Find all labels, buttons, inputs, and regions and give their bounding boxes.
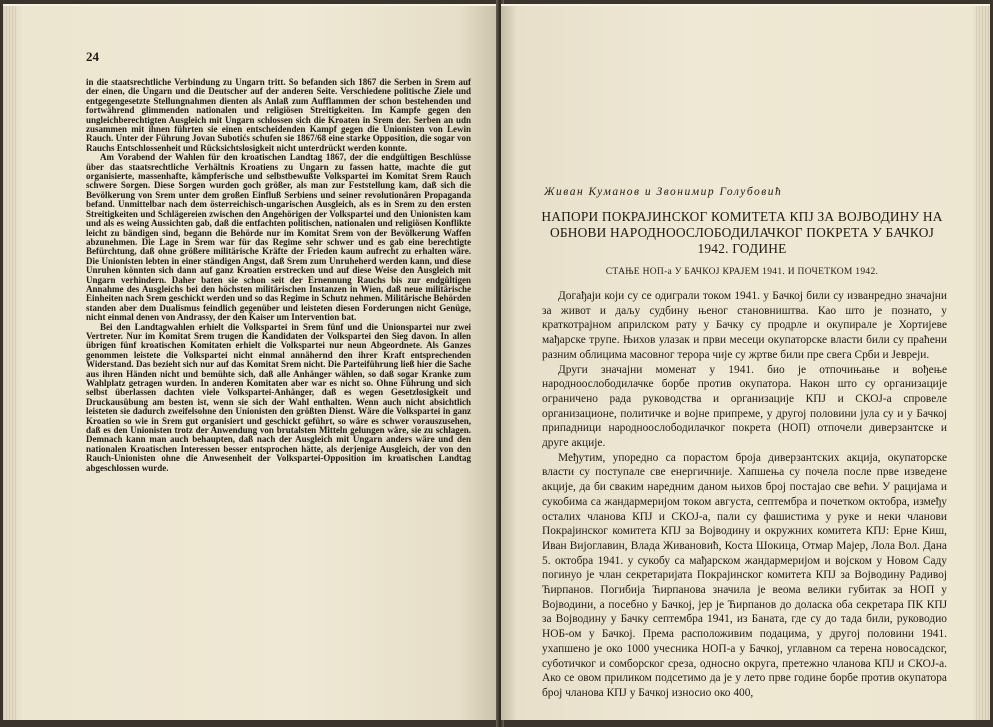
article-title: НАПОРИ ПОКРАЈИНСКОГ КОМИТЕТА КПЈ ЗА ВОЈВОДИНУ НА ОБНОВИ НАРОДНООСЛОБОДИЛАЧКОГ ПОКРЕТА У БАЧКОЈ 1942. ГОДИНЕ <box>541 209 943 256</box>
paragraph: Догађаји који су се одиграли током 1941. у Бачкој били су изванредно значајни за живот и даљу судбину њеног становништва. Као што је познато, у краткотрајном априлском рату у Бачку су продрле и окупирале је Хортијеве мађарске трупе. Њихов улазак и први месеци окупаторске власти били су праћени разним облицима масовног терора чије су жртве били пре свега Срби и Јевреји. <box>542 290 947 361</box>
page-number: 24 <box>86 49 99 64</box>
paragraph: Други значајни моменат у 1941. био је отпочињање и вођење народноослободилачке борбе против окупатора. Након што су организације ограничено рада руководства и организације КПЈ и СКОЈ-а спровеле организационе, политичке и војне припреме, у другој половини јула су и у Бачкој припадници народноослободилачког покрета (НОП) отпочели диверзантске и друге акције. <box>542 363 947 450</box>
page-edge <box>976 6 990 720</box>
paragraph: Међутим, упоредно са порастом броја диверзантских акција, окупаторске власти су поступале све енергичније. Хапшења су почела после прве изведене акције, да би сваким наредним даном њихов број постајао све већи. У рацијама и сукобима са жандармеријом током августа, септембра и почетком октобра, између осталих чланова КПЈ и СКОЈ-а, пали су фашистима у руке и неки чланови Покрајинског комитета КПЈ за Војводину и окружних комитета КПЈ: Ерне Киш, Иван Вијоглавин, Влада Живановић, Коста Шокица, Отмар Мајер, Лола Вол. Дана 5. октобра 1941. у сукобу са мађарском жандармеријом и војском у Новом Саду погинуо је члан секретаријата Покрајинског комитета КПЈ за Војводину Радивој Ћирпанов. Погибија Ћирпанова значила је веома велики губитак за НОП у Војводини, а посебно у Бачкој, јер је Ћирпанов до доласка оба секретара ПК КПЈ за Војводину у Бачку септембра 1941, из Баната, где су до тада били, руководио НОБ-ом у Бачкој. Према расположивим подацима, у другој половини 1941. ухапшено је око 1000 учесника НОП-а у Бачкој, углавном са терена новосадског, суботичког и сомборског среза, односно округа, претежно чланова КПЈ и СКОЈ-а. Ако се овом приликом подсетимо да је у лето прве године борбе против окупатора број чланова КПЈ у Бачкој износио око 400, <box>542 451 947 699</box>
paragraph: in die staatsrechtliche Verbindung zu Ungarn tritt. So befanden sich 1867 die Serben in Srem auf der einen, die Ungarn und die Deutscher auf der anderen Seite. Verschiedene politische Ziele und entgegengesetzte Stellungnahmen dienten als Anlaß zum Aufflammen der schon bestehenden und fortwährend glimmenden nationalen und religiösen Streitigkeiten. Im Kampfe gegen den ungleichberechtigten Ausgleich mit Ungarn schlossen sich die Kroaten in Srem der. Serben an udn zusammen mit ihnen führten sie einen entscheidenden Kampf gegen die Unionisten von Lewin Rauch. Unter der Führung Jovan Subotićs schufen sie 1867/68 eine starke Opposition, die sogar von Rauchs Entschlossenheit und Rücksichtslosigkeit nicht unterdrückt werden konnte. <box>86 77 471 153</box>
left-page-body <box>86 78 471 473</box>
paragraph: Am Vorabend der Wahlen für den kroatischen Landtag 1867, der die endgültigen Beschlüsse über das staatsrechtliche Verhältnis Kroatiens zu Ungarn zu fassen hatte, machte die gut organisierte, massenhafte, kämpferische und selbstbewußte Volkspartei im Komitat Srem Rauch schwere Sorgen. Diese Sorgen wurden goch größer, als man zur Feststellung kam, daß sich die Bevölkerung von Srem unter dem großen Einfluß Serbiens und seiner revolutionären Propaganda befand. Unmittelbar nach dem österreichisch-ungarischen Ausgleich, als es in Srem zu den ersten Streitigkeiten und Schlägereien zwischen den Angehörigen der Volkspartei und den Unionisten kam und als es weing Aussichten gab, daß die entfachten politischen, nationalen und religiösen Konflikte leicht zu bändigen sind, begann die Behörde nur im Komitat Srem von der Bevölkerung Waffen abzunehmen. Die Lage in Srem war für das Regime sehr schwer und es gab eine berechtigte Befürchtung, daß ohne größere militärische Kräfte der Frieden kaum aufrecht zu erhalten wäre. Die Unionisten lebten in einer ständigen Angst, daß Srem zum Unruheherd werden kann, und diese Unruhen könnten sich dann auf ganz Kroatien erstrecken und auf diese Weise den Ausgleich mit Ungarn verhindern. Daher baten sie schon seit der Ernennung Rauchs bis zur endgültigen Annahme des Ausgleichs bei den höchsten militärischen Instanzen in Wien, daß neue militärische Einheiten nach Srem geschickt werden und so das Regime in Schutz nehmen. Militärische Behörden standen aber dem Dualismus feindlich gegenüber und leisteten diesen Forderungen nicht Genüge, nicht einmal denen von Andrassy, der den Kaiser um Intervention bat. <box>86 152 471 323</box>
paragraph: Bei den Landtagwahlen erhielt die Volkspartei in Srem fünf und die Unionspartei nur zwei Vertreter. Nur im Komitat Srem trugen die Kandidaten der Volkspartei den Sieg davon. In allen übrigen fünf kroatischen Komitaten erhielt die Volkspartei nur neun Abgeordnete. Als Ganzes genommen leistete die Volkspartei nicht einmal annähernd den ihrer Kraft entsprechenden Widerstand. Das bezieht sich nur auf das Komitat Srem nicht. Die Parteiführung ließ hier die Sache aus ihren Händen nicht und bemühte sich, daß alle Anhänger wählen, so daß sogar Kranke zum Wahlplatz getragen wurden. In anderen Komitaten aber war es nicht so. Ohne Führung und sich selbst überlassen dachten viele Volkspartei-Anhänger, daß es wegen Gesetzlosigkeit und Druckausübung am besten ist, wenn sie sich der Wahl enthalten. Wenn auch nicht absichtlich leisteten sie dadurch zweifelsohne den Unionisten den größten Dienst. Wäre die Volkspartei in ganz Kroatien so wie in Srem gut organisiert und geschickt geführt, so wäre es schwer vorauszusehen, daß es den Unionisten trotz der Anwendung von brutalsten Mitteln gelungen wäre, sie zu schlagen. Demnach kann man auch behaupten, daß nach der Ausgleich mit Ungarn anders wäre und den nationalen Kroatischen Interessen besser entsprochen hätte, als derjenige Ausgleich, der von den Rauch-Unionisten ohne die Anwesenheit der Volkspartei-Opposition im kroatischen Landtag abgeschlossen wurde. <box>86 321 471 473</box>
right-page-body <box>542 289 947 701</box>
page-edge <box>3 6 17 720</box>
section-heading: СТАЊЕ НОП-а У БАЧКОЈ КРАЈЕМ 1941. И ПОЧЕТКОМ 1942. <box>605 267 879 277</box>
article-authors: Живан Куманов и Звонимир Голубовић <box>544 186 783 198</box>
